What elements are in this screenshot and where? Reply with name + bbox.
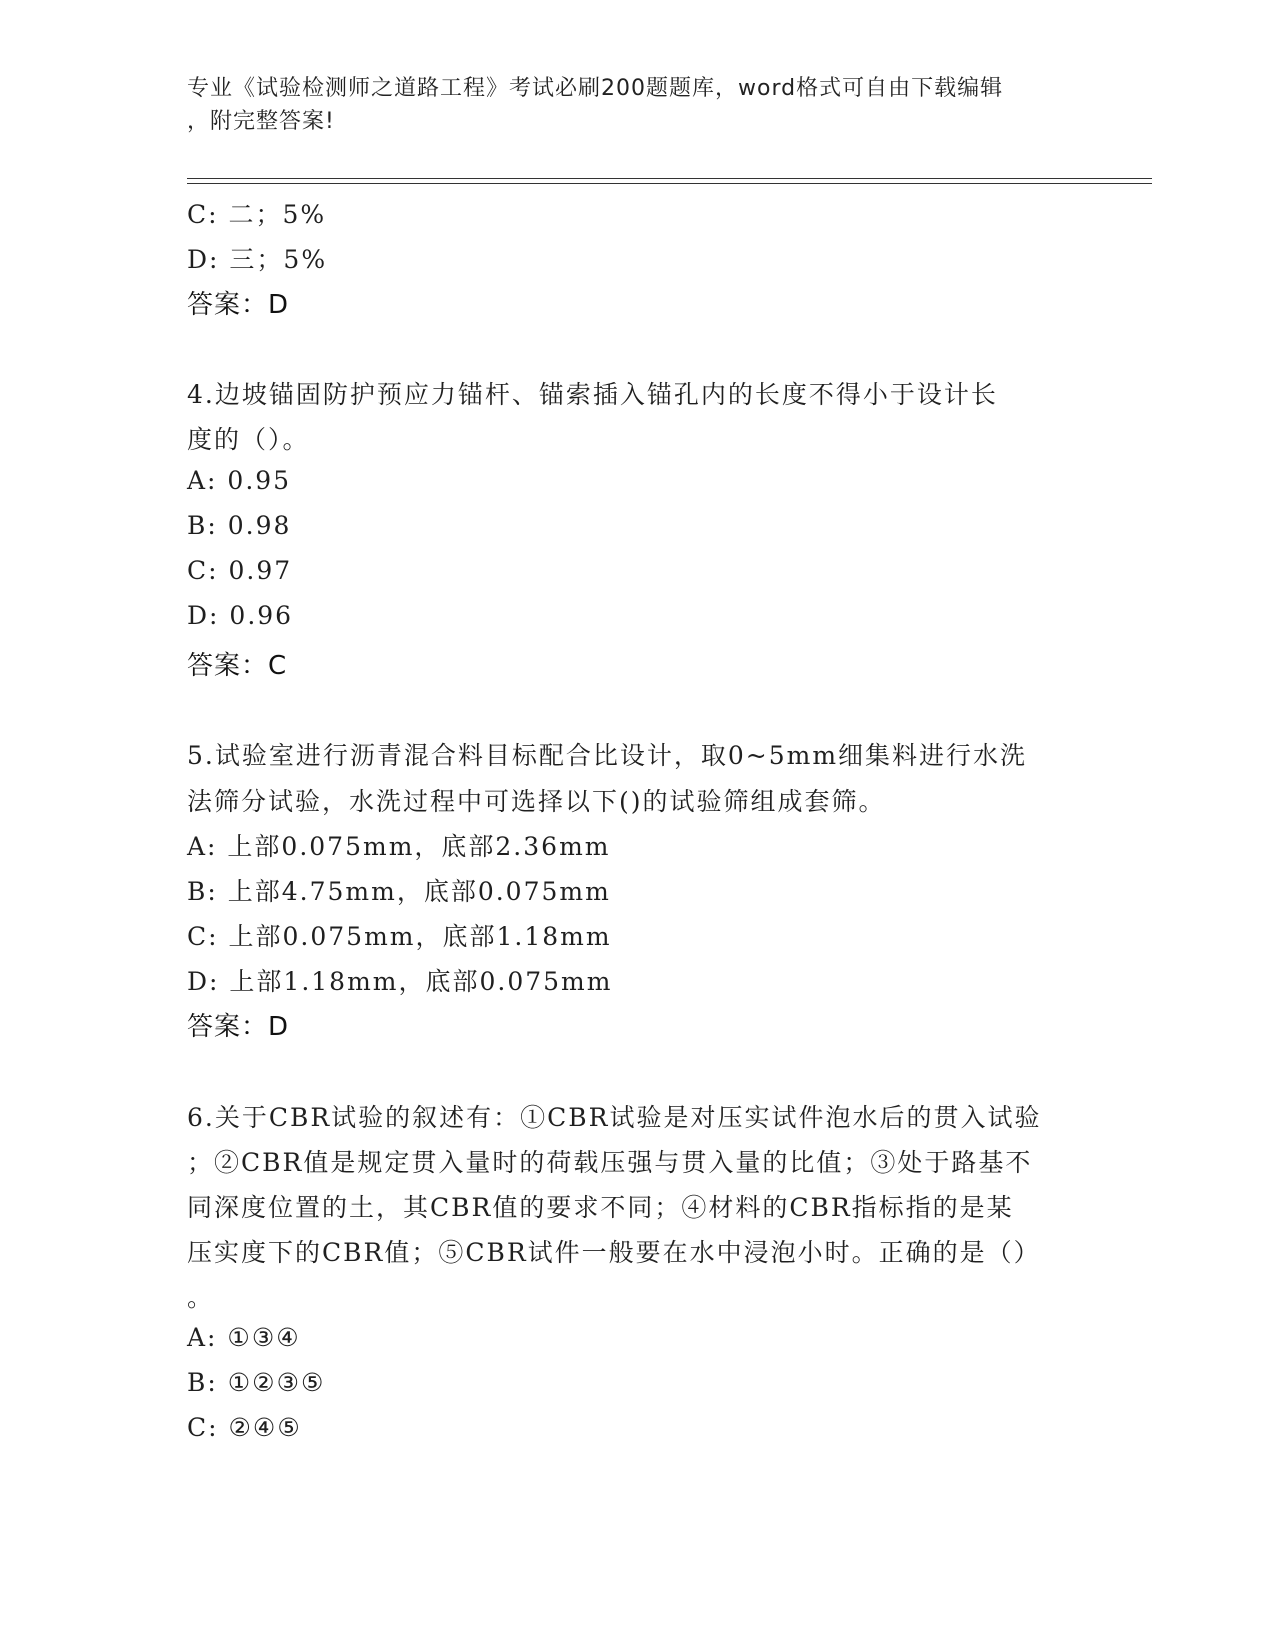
- q3-answer: 答案：D: [187, 290, 290, 320]
- q3-option-d: D: 三；5%: [187, 245, 328, 274]
- q6-stem-line1: 6.关于CBR试验的叙述有：①CBR试验是对压实试件泡水后的贯入试验: [187, 1103, 1042, 1132]
- q4-stem-line2: 度的（）。: [187, 425, 310, 454]
- header-title-continuation: ，附完整答案!: [187, 109, 335, 134]
- q6-stem-line2: ；②CBR值是规定贯入量时的荷载压强与贯入量的比值；③处于路基不: [187, 1148, 1033, 1177]
- q6-stem-line3: 同深度位置的土，其CBR值的要求不同；④材料的CBR指标指的是某: [187, 1193, 1014, 1222]
- q6-option-a: A: ①③④: [187, 1323, 301, 1352]
- q5-stem-line2: 法筛分试验，水洗过程中可选择以下()的试验筛组成套筛。: [187, 787, 886, 816]
- q4-option-b: B: 0.98: [187, 511, 292, 540]
- q3-option-c: C: 二；5%: [187, 200, 327, 229]
- q4-option-a: A: 0.95: [187, 466, 292, 495]
- q5-option-b: B: 上部4.75mm，底部0.075mm: [187, 877, 611, 906]
- header-divider-top: [187, 178, 1152, 179]
- header-title-line: 专业《试验检测师之道路工程》考试必刷200题题库，word格式可自由下载编辑: [187, 76, 1004, 101]
- q5-option-c: C: 上部0.075mm，底部1.18mm: [187, 922, 612, 951]
- q4-answer: 答案：C: [187, 651, 288, 681]
- q5-option-a: A: 上部0.075mm，底部2.36mm: [187, 832, 611, 861]
- q6-option-b: B: ①②③⑤: [187, 1368, 326, 1397]
- q5-option-d: D: 上部1.18mm，底部0.075mm: [187, 967, 613, 996]
- q6-stem-line5: 。: [187, 1283, 215, 1312]
- q4-stem-line1: 4.边坡锚固防护预应力锚杆、锚索插入锚孔内的长度不得小于设计长: [187, 380, 998, 409]
- q6-option-c: C: ②④⑤: [187, 1413, 302, 1442]
- q5-answer: 答案：D: [187, 1012, 290, 1042]
- q4-option-d: D: 0.96: [187, 601, 294, 630]
- q4-option-c: C: 0.97: [187, 556, 293, 585]
- header-divider-bottom: [187, 183, 1152, 184]
- q6-stem-line4: 压实度下的CBR值；⑤CBR试件一般要在水中浸泡小时。正确的是（）: [187, 1238, 1041, 1267]
- q5-stem-line1: 5.试验室进行沥青混合料目标配合比设计，取0~5mm细集料进行水洗: [187, 741, 1028, 770]
- document-header: [187, 72, 1067, 138]
